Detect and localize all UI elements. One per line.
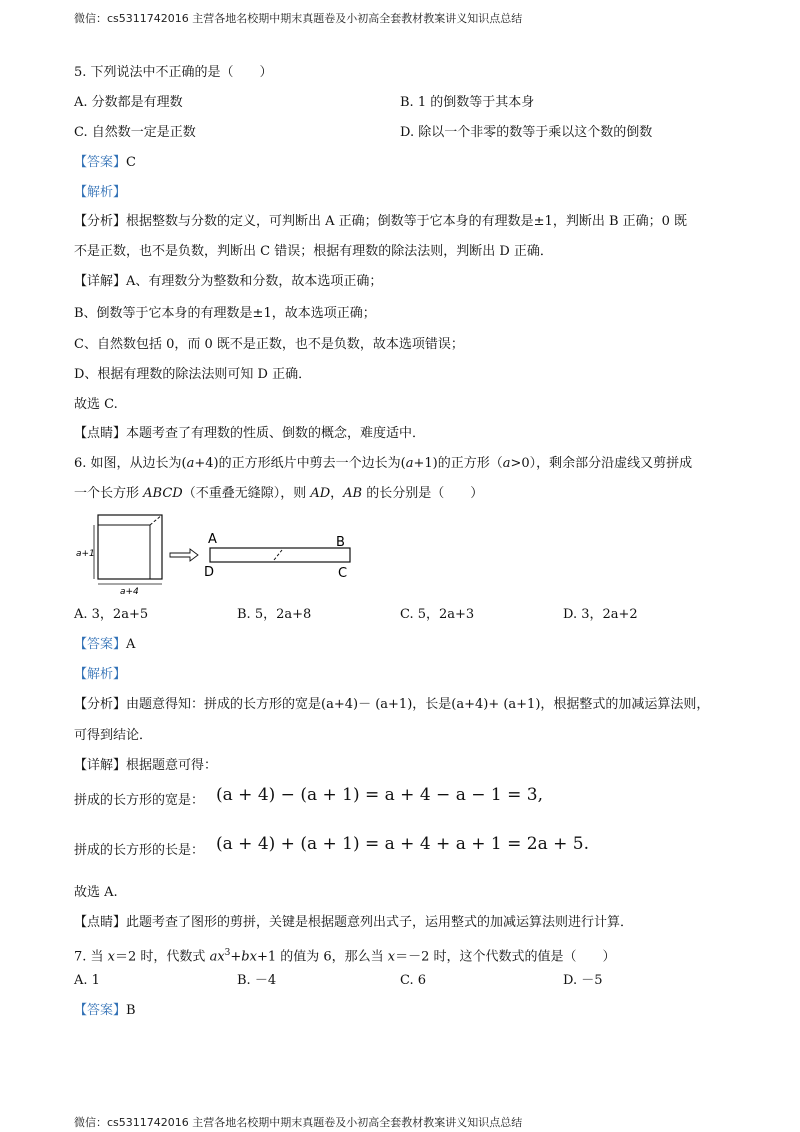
q6-answer: [74, 636, 135, 654]
q5-stem: 5. 下列说法中不正确的是（ ）: [74, 65, 273, 80]
answer-tag: 【答案】: [74, 637, 127, 652]
vertex-a: A: [208, 532, 217, 547]
q5-fenxi-line1: [74, 213, 687, 231]
q6-fenxi-line1: 【分析】由题意得知：拼成的长方形的宽是(a+4)－ (a+1)，长是(a+4)+ (a+1)，根据整式的加减运算法则，: [74, 697, 710, 712]
q5-jiexi-tag: 【解析】: [74, 185, 127, 200]
page-footer: 微信：cs5311742016 主营各地名校期中期末真题卷及小初高全套教材教案讲义知识点总结: [74, 1116, 523, 1129]
q6-dianjing: 【点睛】此题考查了图形的剪拼，关键是根据题意列出式子，运用整式的加减运算法则进行计算．: [74, 915, 634, 930]
q6-option-c: C. 5，2a+3: [400, 607, 475, 622]
q5-option-d: D. 除以一个非零的数等于乘以这个数的倒数: [400, 125, 653, 140]
q6-jiexi-tag: 【解析】: [74, 667, 127, 682]
q6-length-label: 拼成的长方形的长是：: [74, 843, 205, 858]
q7-option-b: B. －4: [237, 973, 277, 988]
q6-xiangjie-line1: 【详解】根据题意可得：: [74, 758, 218, 773]
q7-option-d: D. －5: [563, 973, 603, 988]
answer-value: A: [126, 637, 136, 652]
q5-xiangjie-line2: B、倒数等于它本身的有理数是±1，故本选项正确；: [74, 306, 376, 321]
vertex-d: D: [204, 565, 215, 580]
q6-length-expr: (a + 4) + (a + 1) = a + 4 + a + 1 = 2a + 5.: [216, 834, 589, 854]
label-a-plus-4: a+4: [120, 587, 139, 597]
q6-option-b: B. 5，2a+8: [237, 607, 312, 622]
answer-value: B: [126, 1003, 136, 1018]
q6-guxuan: 故选 A.: [74, 885, 118, 900]
arrow-icon: [170, 549, 198, 561]
answer-tag: 【答案】: [74, 155, 127, 170]
q6-stem-line2: 一个长方形 ABCD（不重叠无缝隙），则 AD，AB 的长分别是（ ）: [74, 486, 484, 501]
q7-option-a: A. 1: [74, 973, 100, 988]
answer-value: C: [126, 155, 136, 170]
q6-figure: [74, 510, 374, 600]
dianjing-text: 本题考查了有理数的性质、倒数的概念，难度适中．: [126, 426, 426, 441]
q5-option-b: B. 1 的倒数等于其本身: [400, 95, 535, 110]
q7-option-c: C. 6: [400, 973, 427, 988]
xiangjie-tag: 【详解】: [74, 274, 127, 289]
answer-tag: 【答案】: [74, 1003, 127, 1018]
q6-fenxi-line2: 可得到结论．: [74, 728, 153, 743]
q5-guxuan: 故选 C.: [74, 397, 118, 412]
q5-dianjing: [74, 425, 425, 443]
q7-stem: 7. 当 x＝2 时，代数式 $ax^3+bx+1$ 的值为 6，那么当 x＝－2 时，这个代数式的值是（ ）: [74, 948, 616, 965]
fenxi-text: 根据整数与分数的定义，可判断出 A 正确；倒数等于它本身的有理数是±1，判断出 B 正确；0 既: [126, 214, 688, 229]
vertex-c: C: [338, 566, 348, 581]
q6-option-d: D. 3，2a+2: [563, 607, 638, 622]
page-header: 微信：cs5311742016 主营各地名校期中期末真题卷及小初高全套教材教案讲义知识点总结: [74, 12, 523, 25]
long-rectangle: [210, 548, 350, 562]
q5-xiangjie-line3: C、自然数包括 0，而 0 既不是正数，也不是负数，故本选项错误；: [74, 337, 464, 352]
q7-answer: [74, 1002, 136, 1020]
q5-option-c: C. 自然数一定是正数: [74, 125, 196, 140]
q5-xiangjie-line1: [74, 273, 382, 291]
q6-option-a: A. 3，2a+5: [74, 607, 149, 622]
q6-width-label: 拼成的长方形的宽是：: [74, 793, 205, 808]
xiangjie-text: A、有理数分为整数和分数，故本选项正确；: [126, 274, 383, 289]
dianjing-tag: 【点睛】: [74, 426, 127, 441]
label-a-plus-1: a+1: [76, 549, 95, 559]
q6-stem-line1: 6. 如图，从边长为(a+4)的正方形纸片中剪去一个边长为(a+1)的正方形（a>0），剩余部分沿虚线又剪拼成: [74, 456, 693, 471]
q6-width-expr: (a + 4) − (a + 1) = a + 4 − a − 1 = 3,: [216, 785, 543, 805]
vertex-b: B: [336, 535, 345, 550]
q5-option-a: A. 分数都是有理数: [74, 95, 183, 110]
q5-xiangjie-line4: D、根据有理数的除法法则可知 D 正确．: [74, 367, 312, 382]
q5-fenxi-line2: 不是正数，也不是负数，判断出 C 错误；根据有理数的除法法则，判断出 D 正确．: [74, 244, 553, 259]
q5-answer: [74, 154, 136, 172]
fenxi-tag: 【分析】: [74, 214, 127, 229]
